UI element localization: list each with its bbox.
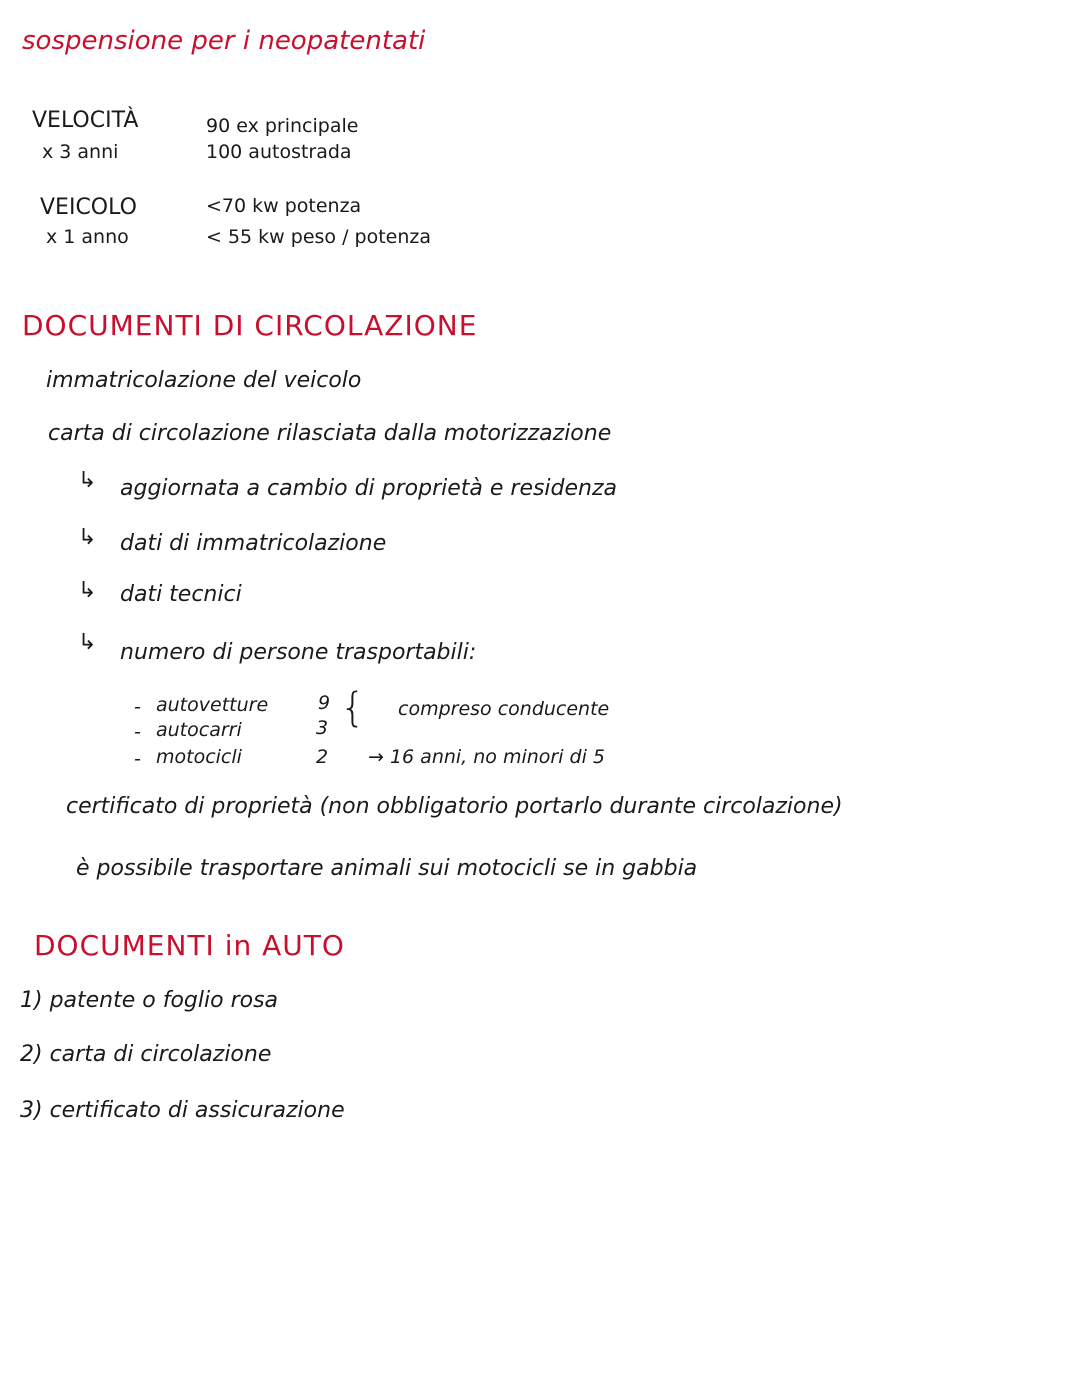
carta-circolazione-text: carta di circolazione rilasciata dalla motorizzazione xyxy=(48,421,612,446)
vehicle-count: 3 xyxy=(316,717,329,739)
immatricolazione-text: immatricolazione del veicolo xyxy=(46,368,362,393)
section-heading-documenti-circolazione: DOCUMENTI DI CIRCOLAZIONE xyxy=(22,309,478,342)
list-item: 2) carta di circolazione xyxy=(20,1042,272,1067)
vehicle-dash: - xyxy=(134,696,141,718)
section-heading-documenti-auto: DOCUMENTI in AUTO xyxy=(34,929,345,962)
vehicle-count: 2 xyxy=(316,746,329,768)
bullet-item: numero di persone trasportabili: xyxy=(120,640,477,665)
veicolo-line-2: < 55 kw peso / potenza xyxy=(206,226,431,248)
bullet-arrow-icon: ↳ xyxy=(78,578,97,603)
veicolo-duration: x 1 anno xyxy=(46,226,129,248)
animali-text: è possibile trasportare animali sui motocicli se in gabbia xyxy=(76,856,698,881)
velocita-duration: x 3 anni xyxy=(42,141,119,163)
vehicle-name: motocicli xyxy=(156,746,242,768)
certificato-proprieta-text: certificato di proprietà (non obbligatorio portarlo durante circolazione) xyxy=(66,794,843,819)
page-title: sospensione per i neopatentati xyxy=(22,26,426,56)
vehicle-name: autovetture xyxy=(156,694,269,716)
vehicle-name: autocarri xyxy=(156,719,242,741)
veicolo-label: VEICOLO xyxy=(40,195,137,220)
brace-symbol: { xyxy=(340,685,366,731)
veicolo-line-1: <70 kw potenza xyxy=(206,195,362,217)
list-item: 1) patente o foglio rosa xyxy=(20,988,279,1013)
bullet-arrow-icon: ↳ xyxy=(78,468,97,493)
velocita-label: VELOCITÀ xyxy=(32,108,139,133)
bullet-arrow-icon: ↳ xyxy=(78,630,97,655)
motocicli-note: → 16 anni, no minori di 5 xyxy=(368,746,606,768)
bullet-item: aggiornata a cambio di proprietà e residenza xyxy=(120,476,618,501)
velocita-line-1: 90 ex principale xyxy=(206,115,359,137)
bullet-item: dati tecnici xyxy=(120,582,242,607)
bullet-item: dati di immatricolazione xyxy=(120,531,387,556)
vehicle-dash: - xyxy=(134,748,141,770)
brace-note: compreso conducente xyxy=(398,698,610,720)
bullet-arrow-icon: ↳ xyxy=(78,525,97,550)
list-item: 3) certificato di assicurazione xyxy=(20,1098,345,1123)
vehicle-count: 9 xyxy=(318,692,331,714)
velocita-line-2: 100 autostrada xyxy=(206,141,352,163)
vehicle-dash: - xyxy=(134,721,141,743)
